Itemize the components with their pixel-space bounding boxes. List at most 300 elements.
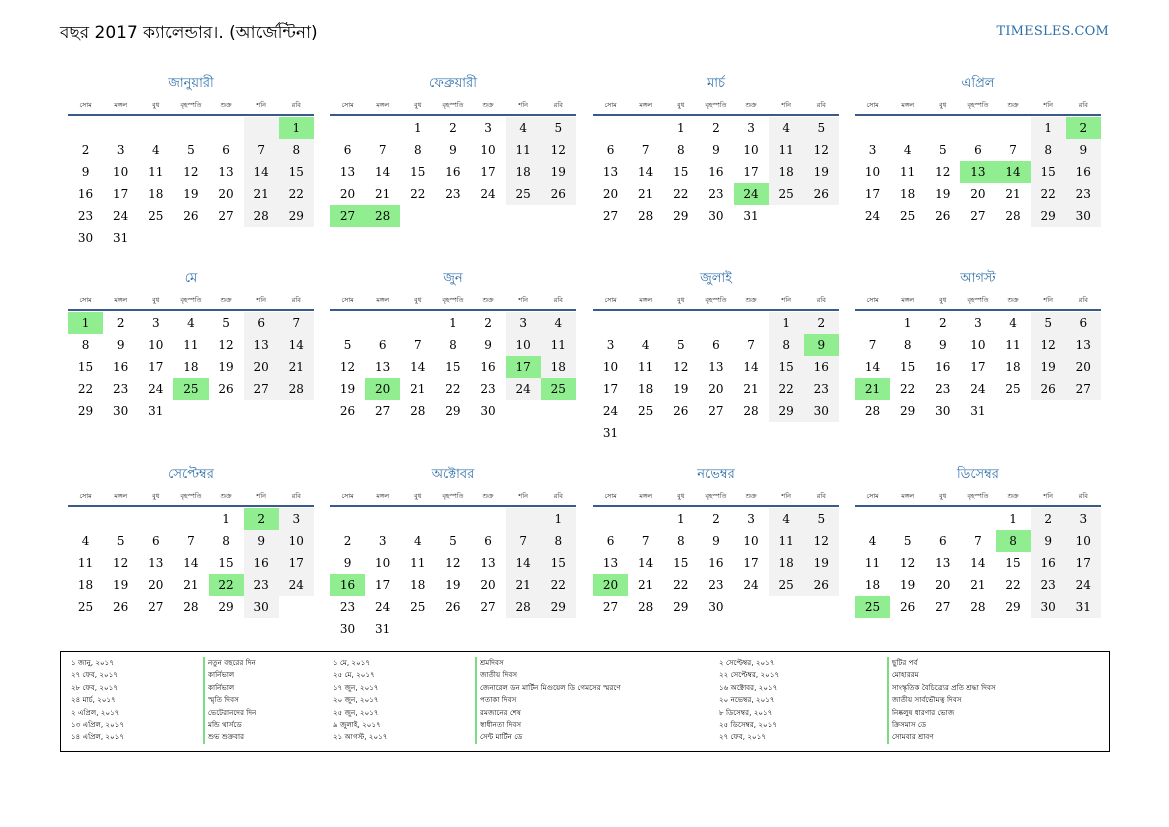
empty-cell (365, 312, 400, 334)
day-cell: 12 (541, 139, 576, 161)
day-cell: 21 (638, 578, 654, 592)
day-cell: 12 (183, 165, 199, 179)
holiday-day-cell: 28 (365, 205, 400, 227)
empty-cell (855, 312, 890, 334)
day-cell: 23 (113, 382, 129, 396)
day-cell: 12 (935, 165, 951, 179)
day-cell: 6 (1066, 312, 1101, 334)
day-cell: 8 (413, 143, 422, 157)
month-title: নভেম্বর (697, 467, 735, 482)
month-divider (330, 505, 576, 507)
day-grid (68, 508, 314, 618)
day-cell: 5 (222, 316, 230, 330)
empty-cell (734, 596, 769, 618)
day-cell: 10 (743, 143, 759, 157)
empty-cell (925, 117, 960, 139)
day-cell: 24 (506, 378, 541, 400)
day-cell: 11 (77, 556, 94, 570)
day-cell: 10 (375, 556, 391, 570)
month-divider (68, 309, 314, 311)
day-cell: 17 (970, 360, 986, 374)
day-cell: 3 (484, 121, 492, 135)
day-cell: 9 (938, 338, 947, 352)
holiday-day-cell: 21 (855, 378, 890, 400)
day-cell: 17 (480, 165, 496, 179)
day-cell: 14 (183, 556, 199, 570)
holiday-name: পতাকা দিবস (475, 694, 621, 706)
weekday-label: শুক্র (1007, 101, 1019, 109)
holiday-name: শুভ শুক্রবার (203, 731, 256, 743)
day-cell: 30 (77, 231, 94, 245)
holiday-day-cell: 22 (209, 574, 244, 596)
day-cell: 8 (541, 530, 576, 552)
day-cell: 26 (935, 209, 951, 223)
weekday-label: রবি (816, 101, 826, 109)
weekday-label: মঙ্গল (639, 296, 653, 304)
holiday-date: ১৭ জুন, ২০১৭ (333, 682, 379, 692)
holiday-name: জেনারেল ডন মার্টিন মিগুয়েল ডি গেমসের স্মরণে (475, 682, 621, 694)
day-cell: 3 (279, 508, 314, 530)
day-cell: 8 (1031, 139, 1066, 161)
day-cell: 31 (375, 622, 391, 636)
day-cell: 27 (935, 600, 951, 614)
empty-cell (734, 422, 769, 444)
holiday-name: জাতীয় সার্বভৌমত্ব দিবস (887, 694, 996, 706)
day-cell: 15 (445, 360, 461, 374)
day-cell: 9 (244, 530, 279, 552)
day-cell: 22 (541, 574, 576, 596)
weekday-label: বৃহস্পতি (967, 296, 989, 304)
day-cell: 1 (413, 121, 422, 135)
holiday-name: কার্নিভাল (203, 682, 256, 694)
day-cell: 3 (747, 121, 755, 135)
day-cell: 27 (970, 209, 986, 223)
weekday-header (68, 98, 314, 112)
day-cell: 30 (480, 404, 496, 418)
weekday-header (593, 293, 839, 307)
day-cell: 24 (1066, 574, 1101, 596)
day-cell: 7 (506, 530, 541, 552)
day-cell: 20 (935, 578, 951, 592)
day-cell: 2 (938, 316, 947, 330)
day-cell: 9 (712, 143, 720, 157)
day-cell: 18 (864, 578, 881, 592)
day-cell: 23 (708, 578, 724, 592)
empty-cell (173, 117, 208, 139)
day-grid (855, 312, 1101, 422)
day-cell: 30 (339, 622, 356, 636)
day-cell: 2 (81, 143, 90, 157)
day-cell: 8 (676, 143, 685, 157)
day-cell: 26 (218, 382, 234, 396)
weekday-label: সোম (79, 296, 92, 304)
month-title: জুলাই (700, 271, 732, 286)
empty-cell (138, 227, 173, 249)
day-cell: 7 (413, 338, 422, 352)
day-cell: 6 (606, 143, 615, 157)
weekday-label: মঙ্গল (114, 296, 128, 304)
day-cell: 11 (183, 338, 199, 352)
weekday-label: শুক্র (220, 101, 232, 109)
day-grid (855, 508, 1101, 618)
day-cell: 5 (1031, 312, 1066, 334)
holiday-date: ২ এপ্রিল, ২০১৭ (71, 707, 120, 717)
day-cell: 6 (244, 312, 279, 334)
day-cell: 2 (712, 121, 720, 135)
empty-cell (103, 117, 138, 139)
day-cell: 20 (339, 187, 356, 201)
weekday-header (855, 98, 1101, 112)
weekday-label: বুধ (152, 296, 160, 304)
weekday-label: সোম (604, 492, 617, 500)
day-cell: 13 (1066, 334, 1101, 356)
weekday-label: রবি (553, 101, 563, 109)
day-grid (855, 117, 1101, 227)
empty-cell (68, 508, 103, 530)
day-cell: 4 (506, 117, 541, 139)
weekday-header (593, 98, 839, 112)
day-cell: 2 (804, 312, 839, 334)
month-title: ফেব্রুয়ারী (429, 76, 477, 91)
weekday-label: বৃহস্পতি (180, 492, 202, 500)
day-cell: 15 (541, 552, 576, 574)
day-cell: 14 (638, 165, 654, 179)
day-cell: 13 (935, 556, 951, 570)
weekday-label: বুধ (414, 296, 422, 304)
holiday-name: সোমবার শ্রাবণ (887, 731, 996, 743)
weekday-label: বৃহস্পতি (967, 101, 989, 109)
holiday-name: শ্রমদিবস (475, 657, 621, 669)
weekday-label: মঙ্গল (639, 492, 653, 500)
day-cell: 20 (708, 382, 724, 396)
day-cell: 28 (183, 600, 199, 614)
day-cell: 18 (1005, 360, 1021, 374)
day-cell: 16 (708, 165, 724, 179)
day-cell: 19 (804, 552, 839, 574)
day-cell: 29 (1031, 205, 1066, 227)
day-cell: 9 (1066, 139, 1101, 161)
day-cell: 12 (445, 556, 461, 570)
weekday-label: বুধ (939, 492, 947, 500)
holiday-day-cell: 20 (593, 574, 628, 596)
holiday-date: ৯ জুলাই, ২০১৭ (333, 719, 381, 729)
empty-cell (804, 205, 839, 227)
day-cell: 9 (449, 143, 457, 157)
day-cell: 25 (769, 183, 804, 205)
day-cell: 20 (148, 578, 164, 592)
month-title: এপ্রিল (961, 76, 995, 91)
day-cell: 27 (244, 378, 279, 400)
month-title: জুন (443, 271, 463, 286)
day-cell: 6 (606, 534, 615, 548)
holiday-name-column (887, 657, 996, 744)
weekday-label: রবি (816, 492, 826, 500)
weekday-label: সোম (604, 296, 617, 304)
day-cell: 14 (279, 334, 314, 356)
holiday-name: মন্ডি থার্সডে (203, 719, 256, 731)
empty-cell (960, 508, 995, 530)
day-cell: 26 (541, 183, 576, 205)
day-cell: 16 (708, 556, 724, 570)
day-cell: 11 (410, 556, 426, 570)
empty-cell (209, 227, 244, 249)
day-cell: 27 (708, 404, 724, 418)
holiday-date: ১ জানু, ২০১৭ (71, 658, 115, 667)
weekday-label: মঙ্গল (901, 492, 915, 500)
empty-cell (435, 205, 470, 227)
day-cell: 29 (445, 404, 461, 418)
day-cell: 4 (868, 534, 877, 548)
holiday-name: মোহাররম (887, 669, 996, 681)
day-cell: 30 (113, 404, 129, 418)
holiday-day-cell: 2 (244, 508, 279, 530)
day-cell: 6 (343, 143, 352, 157)
day-cell: 21 (506, 574, 541, 596)
day-cell: 13 (218, 165, 234, 179)
day-cell: 13 (708, 360, 724, 374)
weekday-label: বুধ (414, 492, 422, 500)
day-cell: 30 (708, 209, 724, 223)
weekday-label: বৃহস্পতি (705, 296, 727, 304)
day-cell: 12 (804, 530, 839, 552)
day-cell: 15 (1005, 556, 1021, 570)
weekday-label: শুক্র (745, 296, 757, 304)
day-cell: 24 (375, 600, 391, 614)
day-cell: 28 (970, 600, 986, 614)
weekday-label: বুধ (677, 101, 685, 109)
day-cell: 11 (148, 165, 164, 179)
holiday-name: রমজানের শেষ (475, 707, 621, 719)
day-cell: 19 (804, 161, 839, 183)
day-cell: 17 (148, 360, 164, 374)
weekday-label: মঙ্গল (114, 492, 128, 500)
holiday-date: ১৩ এপ্রিল, ২০১৭ (71, 719, 125, 729)
day-cell: 23 (1066, 183, 1101, 205)
day-cell: 26 (339, 404, 356, 418)
day-cell: 26 (113, 600, 129, 614)
holiday-date: ১৬ অক্টোবর, ২০১৭ (719, 682, 778, 692)
month-divider (330, 309, 576, 311)
day-cell: 12 (218, 338, 234, 352)
day-cell: 8 (279, 139, 314, 161)
day-cell: 5 (541, 117, 576, 139)
day-cell: 27 (218, 209, 234, 223)
weekday-label: শুক্র (745, 492, 757, 500)
day-cell: 19 (339, 382, 356, 396)
day-cell: 2 (343, 534, 352, 548)
empty-cell (855, 508, 890, 530)
holiday-date: ৮ ডিসেম্বর, ২০১৭ (719, 707, 773, 717)
day-cell: 8 (676, 534, 685, 548)
weekday-label: সোম (79, 492, 92, 500)
day-cell: 10 (970, 338, 986, 352)
day-cell: 26 (673, 404, 689, 418)
month-title: আগস্ট (960, 271, 996, 286)
day-cell: 27 (148, 600, 164, 614)
day-cell: 27 (1066, 378, 1101, 400)
day-cell: 4 (641, 338, 650, 352)
day-cell: 19 (935, 187, 951, 201)
day-grid (330, 508, 576, 640)
day-cell: 5 (116, 534, 125, 548)
holiday-day-cell: 25 (541, 378, 576, 400)
day-cell: 7 (187, 534, 195, 548)
holiday-date: ২০ জুন, ২০১৭ (333, 695, 379, 705)
day-cell: 12 (804, 139, 839, 161)
day-cell: 14 (970, 556, 986, 570)
day-cell: 13 (375, 360, 391, 374)
empty-cell (244, 117, 279, 139)
holiday-list (60, 651, 1110, 752)
day-cell: 26 (183, 209, 199, 223)
holiday-day-cell: 25 (173, 378, 208, 400)
empty-cell (628, 117, 663, 139)
day-cell: 5 (804, 117, 839, 139)
holiday-name-column (475, 657, 621, 744)
weekday-label: শুক্র (1007, 296, 1019, 304)
day-cell: 7 (1009, 143, 1017, 157)
empty-cell (628, 508, 663, 530)
day-cell: 23 (445, 187, 461, 201)
day-cell: 18 (769, 552, 804, 574)
day-cell: 8 (903, 338, 912, 352)
day-cell: 3 (868, 143, 877, 157)
holiday-date-column (719, 657, 779, 744)
brand-link[interactable]: TIMESLES.COM (996, 24, 1109, 39)
day-cell: 3 (1066, 508, 1101, 530)
weekday-label: বৃহস্পতি (442, 492, 464, 500)
holiday-name: কার্নিভাল (203, 669, 256, 681)
weekday-label: রবি (816, 296, 826, 304)
empty-cell (244, 400, 279, 422)
empty-cell (471, 508, 506, 530)
empty-cell (279, 227, 314, 249)
day-cell: 10 (506, 334, 541, 356)
day-cell: 16 (244, 552, 279, 574)
day-cell: 29 (541, 596, 576, 618)
day-cell: 18 (77, 578, 94, 592)
holiday-date: ১ মে, ২০১৭ (333, 658, 371, 667)
holiday-date: ২৪ মার্চ, ২০১৭ (71, 695, 116, 705)
day-cell: 16 (77, 187, 94, 201)
weekday-label: শুক্র (482, 296, 494, 304)
empty-cell (593, 312, 628, 334)
day-cell: 6 (484, 534, 492, 548)
weekday-header (68, 293, 314, 307)
day-cell: 4 (769, 508, 804, 530)
day-cell: 14 (244, 161, 279, 183)
weekday-label: রবি (291, 296, 301, 304)
day-cell: 28 (743, 404, 759, 418)
empty-cell (506, 618, 541, 640)
day-cell: 14 (375, 165, 391, 179)
day-cell: 7 (868, 338, 877, 352)
empty-cell (698, 422, 733, 444)
day-cell: 11 (864, 556, 881, 570)
month-divider (855, 309, 1101, 311)
day-cell: 31 (1066, 596, 1101, 618)
weekday-label: বুধ (152, 492, 160, 500)
holiday-name: সেন্ট মার্টিন ডে (475, 731, 621, 743)
holiday-name: নতুন বছরের দিন (203, 657, 256, 669)
day-cell: 10 (743, 534, 759, 548)
weekday-label: শুক্র (745, 101, 757, 109)
day-cell: 1 (449, 316, 457, 330)
day-cell: 3 (606, 338, 615, 352)
month-divider (593, 114, 839, 116)
holiday-date: ২৮ ফেব, ২০১৭ (71, 682, 119, 692)
weekday-label: সোম (604, 101, 617, 109)
holiday-date: ২ সেপ্টেম্বর, ২০১৭ (719, 658, 775, 667)
day-cell: 7 (244, 139, 279, 161)
empty-cell (663, 422, 698, 444)
holiday-date: ২২ সেপ্টেম্বর, ২০১৭ (719, 670, 780, 680)
holiday-day-cell: 14 (996, 161, 1031, 183)
weekday-label: শনি (518, 492, 528, 500)
day-cell: 23 (339, 600, 356, 614)
day-cell: 3 (151, 316, 160, 330)
day-cell: 5 (938, 143, 947, 157)
day-cell: 11 (541, 334, 576, 356)
day-cell: 28 (410, 404, 426, 418)
day-cell: 20 (480, 578, 496, 592)
day-cell: 17 (1066, 552, 1101, 574)
empty-cell (506, 400, 541, 422)
day-cell: 28 (244, 205, 279, 227)
day-cell: 30 (935, 404, 951, 418)
day-cell: 22 (77, 382, 94, 396)
holiday-day-cell: 16 (330, 574, 365, 596)
day-cell: 25 (506, 183, 541, 205)
day-cell: 23 (804, 378, 839, 400)
day-cell: 7 (641, 534, 650, 548)
holiday-name: সাংস্কৃতিক বৈচিত্র্যের প্রতি শ্রদ্ধা দিবস (887, 682, 996, 694)
day-cell: 19 (673, 382, 689, 396)
day-cell: 4 (541, 312, 576, 334)
holiday-name: ছুটির পর্ব (887, 657, 996, 669)
weekday-label: শনি (781, 101, 791, 109)
holiday-date-column (71, 657, 124, 744)
holiday-date: ১৪ এপ্রিল, ২০১৭ (71, 732, 125, 742)
month-divider (855, 114, 1101, 116)
page-title: বছর 2017 ক্যালেন্ডার।. (আর্জেন্টিনা) (60, 23, 318, 43)
day-cell: 31 (602, 426, 619, 440)
day-grid (330, 312, 576, 422)
day-cell: 14 (864, 360, 881, 374)
day-cell: 27 (480, 600, 496, 614)
day-cell: 25 (900, 209, 916, 223)
empty-cell (769, 422, 804, 444)
day-cell: 10 (602, 360, 619, 374)
weekday-label: রবি (1078, 492, 1088, 500)
empty-cell (138, 117, 173, 139)
empty-cell (209, 400, 244, 422)
empty-cell (804, 596, 839, 618)
day-cell: 2 (116, 316, 125, 330)
day-cell: 31 (113, 231, 129, 245)
day-cell: 11 (506, 139, 541, 161)
day-cell: 10 (148, 338, 164, 352)
month-divider (593, 309, 839, 311)
weekday-label: শুক্র (1007, 492, 1019, 500)
weekday-label: মঙ্গল (376, 296, 390, 304)
day-cell: 4 (413, 534, 422, 548)
holiday-day-cell: 1 (279, 117, 314, 139)
day-cell: 9 (1031, 530, 1066, 552)
day-cell: 6 (938, 534, 947, 548)
month-divider (330, 114, 576, 116)
weekday-header (593, 489, 839, 503)
